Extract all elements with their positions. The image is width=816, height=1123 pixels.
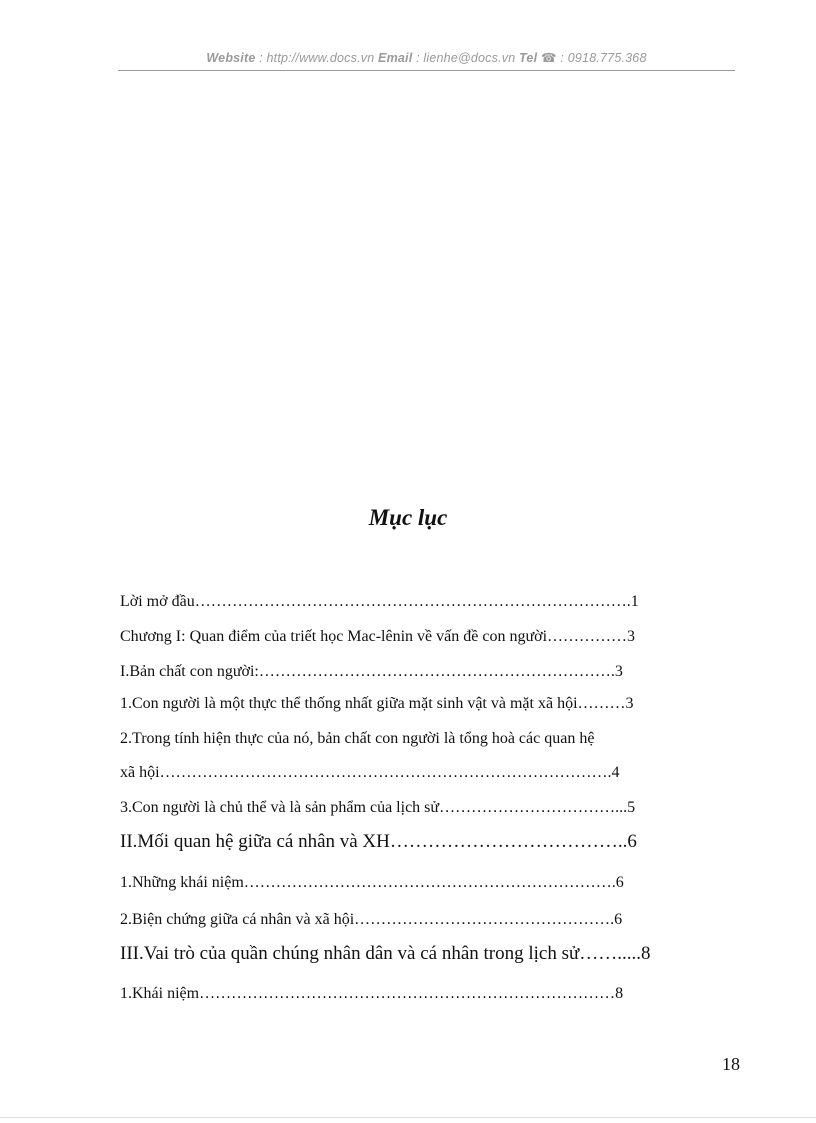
tel-label: Tel bbox=[519, 51, 538, 65]
website-sep: : bbox=[255, 51, 267, 65]
website-label: Website bbox=[206, 51, 256, 65]
email-label: Email bbox=[378, 51, 413, 65]
page-header bbox=[118, 50, 735, 65]
website-link[interactable]: http://www.docs.vn bbox=[266, 51, 375, 65]
footer-divider bbox=[0, 1117, 816, 1118]
toc-entry[interactable]: 3.Con người là chủ thể và là sản phẩm của lịch sử……………………………...5 bbox=[120, 799, 636, 816]
page-number: 18 bbox=[722, 1054, 740, 1074]
page-title: Mục lục bbox=[368, 505, 448, 530]
toc-entry[interactable]: 2.Biện chứng giữa cá nhân và xã hội………………………………………….6 bbox=[120, 911, 623, 928]
phone-icon: ☎ bbox=[540, 51, 557, 65]
toc-entry[interactable]: 1.Con người là một thực thể thống nhất giữa mặt sinh vật và mặt xã hội………3 bbox=[120, 695, 634, 712]
toc-entry[interactable]: xã hội………………………………………………………………………….4 bbox=[120, 764, 620, 781]
toc-entry[interactable]: III.Vai trò của quần chúng nhân dân và cá nhân trong lịch sử…….....8 bbox=[120, 943, 651, 964]
email-link[interactable]: lienhe@docs.vn bbox=[423, 51, 516, 65]
toc-entry[interactable]: 1.Những khái niệm…………………………………………………………….6 bbox=[120, 874, 624, 891]
toc-entry[interactable]: Lời mở đầu……………………………………………………………………….1 bbox=[120, 593, 639, 610]
toc-entry[interactable]: I.Bản chất con người:………………………………………………………….3 bbox=[120, 663, 623, 680]
tel-value: : 0918.775.368 bbox=[556, 51, 647, 65]
email-sep: : bbox=[412, 51, 424, 65]
toc-entry[interactable]: 2.Trong tính hiện thực của nó, bản chất con người là tổng hoà các quan hệ bbox=[120, 730, 595, 747]
toc-entry[interactable]: II.Mối quan hệ giữa cá nhân và XH………………………………..6 bbox=[120, 831, 637, 852]
header-divider bbox=[118, 70, 735, 71]
toc-entry[interactable]: 1.Khái niệm……………………………………………………………………8 bbox=[120, 985, 624, 1002]
toc-entry[interactable]: Chương I: Quan điểm của triết học Mac-lênin về vấn đề con người……………3 bbox=[120, 628, 636, 645]
